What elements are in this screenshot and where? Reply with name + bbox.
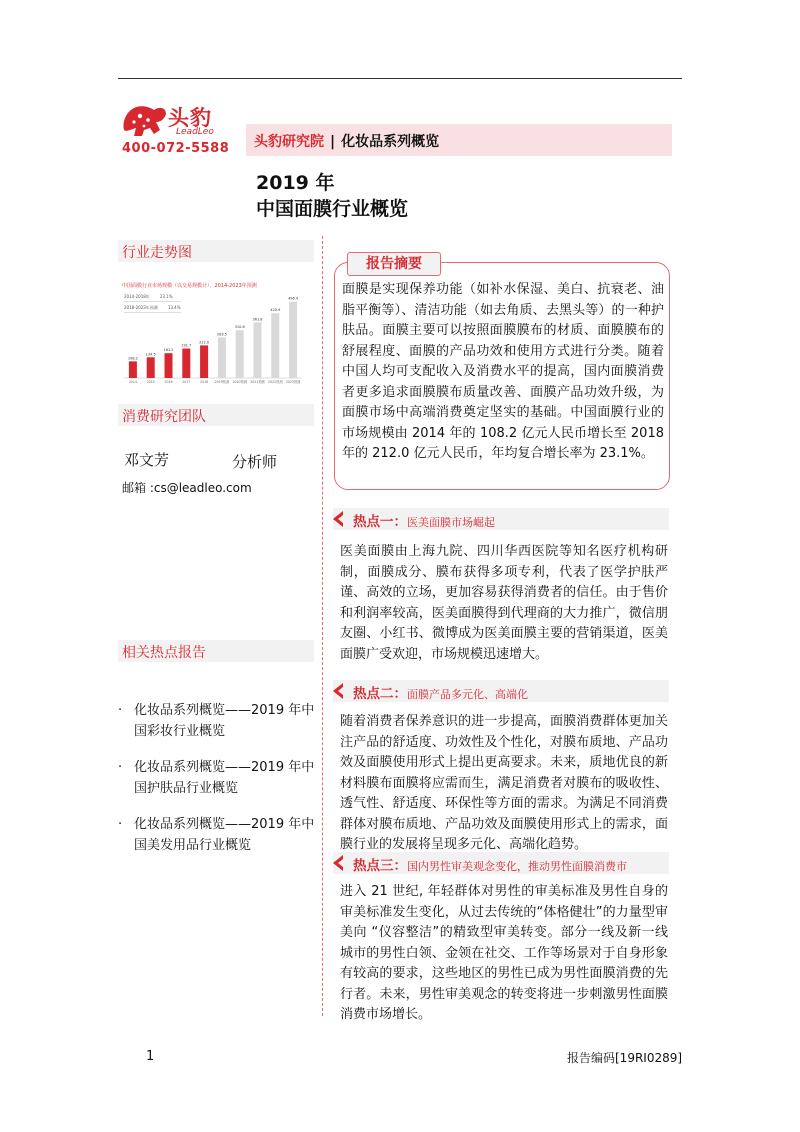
chart-x-tick-label: 2015 bbox=[146, 380, 155, 384]
hotspot-text-2: 随着消费者保养意识的进一步提高，面膜消费群体更加关注产品的舒适度、功效性及个性化，对膜布质地、产品功效及面膜使用形式上提出更高要求。未来，质地优良的新材料膜布面膜将应需而生，满足消费者对膜布的吸收性、透气性、舒适度、环保性等方面的需求。为满足不同消费群体对膜布质地、产品功效及面膜使用形式上的需求，面膜行业的发展将呈现多元化、高端化趋势。 bbox=[340, 714, 668, 852]
legend-value: 23.1% bbox=[159, 294, 173, 299]
chart-data-label: 212.0 bbox=[199, 340, 210, 345]
hotspot-marker-icon bbox=[331, 682, 347, 700]
chart-data-label: 361.8 bbox=[252, 317, 263, 322]
hotspot-label: 热点二： bbox=[353, 686, 407, 702]
report-title: 中国面膜行业概览 bbox=[256, 198, 409, 220]
legend-value: 13.4% bbox=[167, 305, 181, 310]
chart-x-tick-label: 2017 bbox=[182, 380, 191, 384]
bullet-icon: · bbox=[118, 703, 123, 718]
related-report-item[interactable] bbox=[116, 814, 316, 856]
chart-plot bbox=[118, 270, 308, 388]
chart-bar bbox=[271, 313, 279, 378]
chart-data-label: 263.5 bbox=[216, 332, 227, 337]
hotspot-bar-1 bbox=[333, 508, 669, 530]
related-report-text: 化妆品系列概览——2019 年中国美发用品行业概览 bbox=[134, 817, 315, 853]
phone-number: 400-072-5588 bbox=[122, 141, 230, 156]
analyst-name: 邓文芳 bbox=[124, 451, 170, 469]
related-reports-list bbox=[116, 700, 316, 871]
chart-data-label: 191.7 bbox=[181, 343, 192, 348]
hotspot-label: 热点三： bbox=[353, 858, 407, 874]
related-report-text: 化妆品系列概览——2019 年中国彩妆行业概览 bbox=[134, 703, 315, 739]
chart-x-tick-label: 2021预测 bbox=[250, 380, 265, 384]
chart-x-tick-label: 2018 bbox=[200, 380, 209, 384]
chart-bar bbox=[182, 349, 190, 378]
chart-x-tick-label: 2020预测 bbox=[232, 380, 247, 384]
chart-bar bbox=[164, 353, 172, 378]
chart-data-label: 108.2 bbox=[127, 356, 138, 361]
top-rule bbox=[118, 78, 682, 79]
header-series: 化妆品系列概览 bbox=[341, 134, 440, 150]
chart-title: 中国面膜行业市场规模（以交易规模计），2014-2023年预测 bbox=[122, 283, 257, 289]
page-number: 1 bbox=[146, 1049, 155, 1064]
related-report-item[interactable] bbox=[116, 757, 316, 799]
chart-data-label: 420.9 bbox=[270, 308, 281, 313]
chart-bar bbox=[147, 357, 155, 378]
hotspot-desc: 医美面膜市场崛起 bbox=[407, 516, 495, 529]
hotspot-marker-icon bbox=[331, 854, 347, 872]
related-report-item[interactable] bbox=[116, 700, 316, 742]
hotspot-text-3: 进入 21 世纪, 年轻群体对男性的审美标准及男性自身的审美标准发生变化，从过去传统的“体格健壮”的力量型审美向 “仪容整洁”的精致型审美转变。部分一线及新一线城市的男性白领、金领在社交、工作等场景对于自身形象有较高的要求，这些地区的男性已成为男性面膜消费的先行者。未来，男性审美观念的转变将进一步刺激男性面膜消费市场增长。 bbox=[340, 884, 668, 1022]
hotspot-desc: 国内男性审美观念变化，推动男性面膜消费市 bbox=[407, 860, 627, 873]
chart-data-label: 134.5 bbox=[145, 352, 156, 357]
chart-bar bbox=[200, 345, 208, 378]
team-section-title: 消费研究团队 bbox=[118, 404, 314, 426]
analyst-email: 邮箱 :cs@leadleo.com bbox=[122, 481, 252, 495]
brand-name-en: LeadLeo bbox=[176, 127, 214, 137]
chart-x-tick-label: 2019预测 bbox=[214, 380, 230, 384]
header-band bbox=[246, 124, 672, 156]
hotspot-desc: 面膜产品多元化、高端化 bbox=[407, 688, 528, 701]
legend-label: 2018-2023年预测 bbox=[124, 305, 158, 310]
related-section-title: 相关热点报告 bbox=[118, 640, 314, 662]
analyst-role: 分析师 bbox=[232, 453, 278, 471]
hotspot-text-1: 医美面膜由上海九院、四川华西医院等知名医疗机构研制，面膜成分、膜布获得多项专利，代表了医学护肤严谨、高效的立场，更加容易获得消费者的信任。由于售价和利润率较高，医美面膜得到代理商的大力推广，微信朋友圈、小红书、微博成为医美面膜主要的营销渠道，医美面膜广受欢迎，市场规模迅速增大。 bbox=[340, 544, 668, 662]
chart-bar bbox=[129, 361, 137, 378]
report-year: 2019 年 bbox=[256, 172, 335, 194]
related-report-text: 化妆品系列概览——2019 年中国护肤品行业概览 bbox=[134, 760, 315, 796]
hotspot-label: 热点一： bbox=[353, 514, 407, 530]
chart-x-tick-label: 2014 bbox=[128, 380, 137, 384]
summary-text: 面膜是实现保养功能（如补水保湿、美白、抗衰老、油脂平衡等）、清洁功能（如去角质、去黑头等）的一种护肤品。面膜主要可以按照面膜膜布的材质、面膜膜布的舒展程度、面膜的产品功效和使用方式进行分类。随着中国人均可支配收入及消费水平的提高，国内面膜消费者更多追求面膜膜布质量改善、面膜产品功效升级，为面膜市场中高端消费奠定坚实的基础。中国面膜行业的市场规模由 2014 年的 108.2 亿元人民币增长至 2018 年的 212.0 亿元人民币，年均复合增长率为 23.1%。 bbox=[342, 282, 664, 461]
summary-label: 报告摘要 bbox=[347, 252, 441, 276]
hotspot-bar-2 bbox=[333, 680, 669, 702]
chart-data-label: 496.4 bbox=[288, 296, 299, 301]
chart-bar bbox=[236, 330, 244, 378]
chart-bar bbox=[253, 322, 261, 378]
chart-x-tick-label: 2023预测 bbox=[285, 380, 301, 384]
hotspot-bar-3 bbox=[333, 852, 669, 874]
chart-data-label: 310.6 bbox=[234, 325, 245, 330]
chart-bar bbox=[218, 337, 226, 378]
legend-label: 2014-2018年 bbox=[124, 294, 150, 299]
header-org: 头豹研究院 bbox=[254, 134, 324, 150]
hotspot-marker-icon bbox=[331, 510, 347, 528]
chart-data-label: 161.2 bbox=[163, 348, 174, 353]
column-divider bbox=[322, 236, 323, 1016]
chart-x-tick-label: 2022预测 bbox=[268, 380, 283, 384]
bullet-icon: · bbox=[118, 817, 123, 832]
bullet-icon: · bbox=[118, 760, 123, 775]
trend-section-title: 行业走势图 bbox=[118, 240, 314, 262]
brand-name: 头豹 bbox=[168, 106, 212, 130]
report-code: 报告编码[19RI0289] bbox=[567, 1051, 683, 1065]
header-separator: | bbox=[330, 134, 336, 150]
market-size-chart bbox=[118, 270, 308, 388]
chart-bar bbox=[289, 302, 297, 378]
chart-x-tick-label: 2016 bbox=[164, 380, 173, 384]
